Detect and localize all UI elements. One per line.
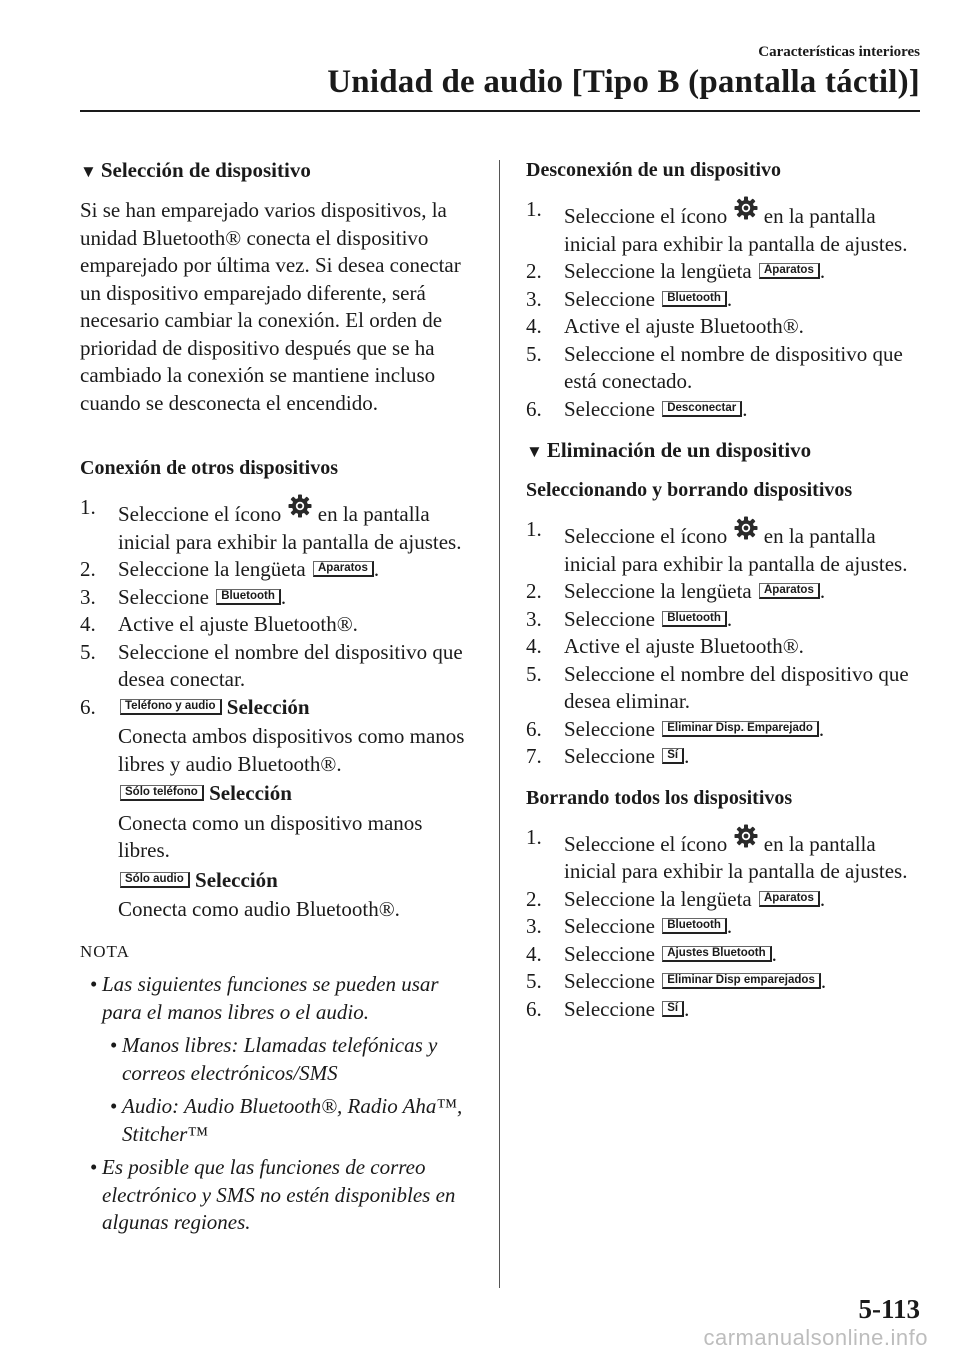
list-item: 3. Seleccione Bluetooth . [526, 914, 733, 938]
eliminar-disp-emparejado-button: Eliminar Disp. Emparejado [662, 721, 819, 737]
list-item: 6. Seleccione Eliminar Disp. Emparejado . [526, 716, 825, 741]
list-item: 3. Seleccione Bluetooth . [80, 584, 287, 609]
subheading-disconnect: Desconexión de un dispositivo [526, 159, 782, 181]
list-item: 5. Seleccione el nombre del dispositivo que desea eliminar. [526, 661, 909, 713]
list-item: 1. Seleccione el ícono en la pantalla inicial para exhibir la pantalla de ajustes. [526, 197, 908, 256]
list-item: 2. Seleccione la lengüeta Aparatos . [526, 886, 826, 911]
page-number: 5-113 [858, 1294, 920, 1324]
list-item: • Las siguientes funciones se pueden usar para el manos libres o el audio. [90, 972, 439, 1024]
list-item: 4. Active el ajuste Bluetooth®. [80, 612, 358, 636]
list-item: • Es posible que las funciones de correo electrónico y SMS no estén disponibles en algunas regiones. [90, 1155, 456, 1234]
list-item: • Manos libres: Llamadas telefónicas y correos electrónicos/SMS [110, 1033, 438, 1085]
bluetooth-button: Bluetooth [662, 611, 727, 627]
section-title: Características interiores [758, 44, 920, 60]
list-item: 2. Seleccione la lengüeta Aparatos . [80, 557, 380, 581]
note-block [80, 971, 472, 1237]
header-rule [80, 110, 920, 112]
list-item: 6. Seleccione Sí . [526, 996, 690, 1021]
solo-telefono-button: Sólo teléfono [120, 785, 204, 801]
section-heading-device-selection: ▼ Selección de dispositivo [80, 158, 311, 182]
aparatos-button: Aparatos [759, 263, 820, 279]
bluetooth-button: Bluetooth [216, 589, 281, 605]
desconectar-button: Desconectar [662, 401, 742, 417]
gear-icon [734, 516, 758, 540]
list-item: 1. Seleccione el ícono en la pantalla inicial para exhibir la pantalla de ajustes. [80, 495, 462, 554]
aparatos-button: Aparatos [759, 583, 820, 599]
telefono-y-audio-button: Teléfono y audio [120, 699, 222, 715]
left-column [80, 157, 472, 1243]
list-item: 5. Seleccione el nombre del dispositivo que desea conectar. [80, 639, 463, 691]
subheading-delete-all: Borrando todos los dispositivos [526, 786, 793, 809]
list-item: 1. Seleccione el ícono en la pantalla inicial para exhibir la pantalla de ajustes. [526, 517, 908, 576]
ajustes-bluetooth-button: Ajustes Bluetooth [662, 946, 771, 962]
aparatos-button: Aparatos [313, 561, 374, 577]
subheading-connect-other: Conexión de otros dispositivos [80, 457, 339, 479]
watermark: carmanualsonline.info [703, 1325, 928, 1350]
intro-paragraph: Si se han emparejado varios dispositivos, la unidad Bluetooth® conecta el dispositivo emparejado por última vez. Si desea conectar un dispositivo emparejado diferente, será necesario cambiar la conexión. El orden de prioridad de dispositivo después que se ha cambiado la conexión se mantiene incluso cuando se desconecta el encendido. [80, 198, 461, 415]
gear-icon [288, 494, 312, 518]
note-label: NOTA [80, 941, 130, 961]
eliminar-disp-emparejados-button: Eliminar Disp emparejados [662, 973, 821, 989]
list-item: 4. Seleccione Ajustes Bluetooth . [526, 941, 777, 966]
si-button: Sí [662, 748, 684, 764]
solo-audio-button: Sólo audio [120, 872, 190, 888]
connect-steps [80, 494, 472, 924]
disconnect-steps [526, 196, 921, 423]
gear-icon [734, 824, 758, 848]
list-item: • Audio: Audio Bluetooth®, Radio Aha™, Stitcher™ [110, 1094, 463, 1146]
list-item: 3. Seleccione Bluetooth . [526, 286, 733, 311]
si-button: Sí [662, 1001, 684, 1017]
list-item: 5. Seleccione el nombre de dispositivo que está conectado. [526, 341, 903, 393]
right-column [526, 157, 921, 1037]
list-item: 3. Seleccione Bluetooth . [526, 606, 733, 631]
list-item: 6. Teléfono y audio Selección Conecta ambos dispositivos como manos libres y audio Bluetooth®. Sólo teléfono Selección Conecta como un dispositivo manos libres. Sólo audio Selección Conecta como audio Bluetooth®. [80, 694, 465, 921]
subheading-select-delete: Seleccionando y borrando dispositivos [526, 479, 853, 501]
bluetooth-button: Bluetooth [662, 918, 727, 934]
list-item: 2. Seleccione la lengüeta Aparatos . [526, 579, 826, 603]
triangle-bullet-icon: ▼ [526, 442, 543, 461]
list-item: 2. Seleccione la lengüeta Aparatos . [526, 259, 826, 283]
gear-icon [734, 196, 758, 220]
aparatos-button: Aparatos [759, 891, 820, 907]
triangle-bullet-icon: ▼ [80, 162, 97, 181]
list-item: 1. Seleccione el ícono en la pantalla inicial para exhibir la pantalla de ajustes. [526, 824, 908, 883]
list-item: 4. Active el ajuste Bluetooth®. [526, 314, 804, 338]
list-item: 5. Seleccione Eliminar Disp emparejados . [526, 969, 827, 993]
section-heading-delete-device: ▼ Eliminación de un dispositivo [526, 438, 812, 462]
list-item: 7. Seleccione Sí . [526, 744, 690, 768]
column-divider [499, 160, 500, 1288]
page-title: Unidad de audio [Tipo B (pantalla táctil)] [327, 64, 920, 100]
bluetooth-button: Bluetooth [662, 291, 727, 307]
list-item: 4. Active el ajuste Bluetooth®. [526, 634, 804, 658]
select-delete-steps [526, 516, 921, 771]
delete-all-steps [526, 824, 921, 1024]
list-item: 6. Seleccione Desconectar . [526, 396, 748, 421]
